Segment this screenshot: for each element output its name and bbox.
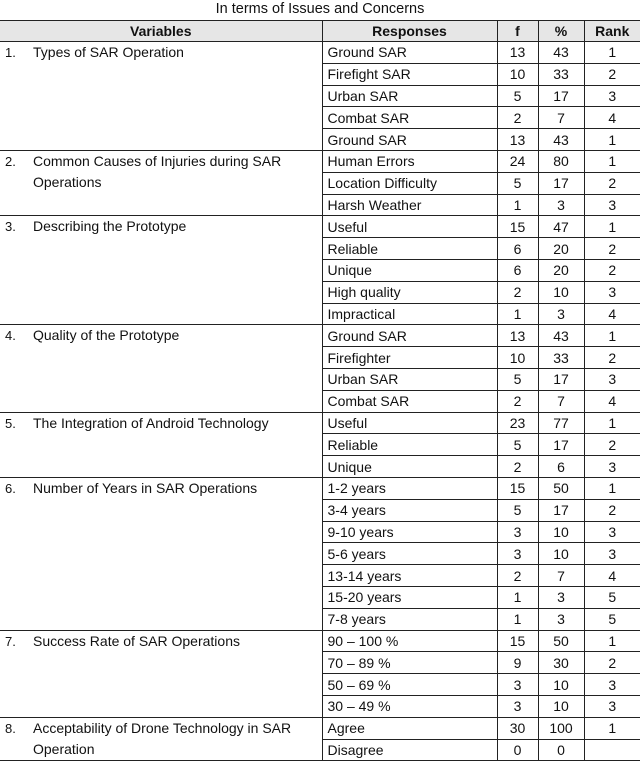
response-cell: Unique	[322, 259, 497, 281]
frequency-cell: 10	[497, 63, 538, 85]
percent-cell: 20	[538, 238, 584, 260]
response-cell: 70 – 89 %	[322, 652, 497, 674]
response-cell: 1-2 years	[322, 477, 497, 499]
table-row	[0, 412, 640, 434]
frequency-cell: 5	[497, 172, 538, 194]
variable-number: 2.	[5, 153, 16, 169]
response-cell: 50 – 69 %	[322, 674, 497, 696]
response-cell: Harsh Weather	[322, 194, 497, 216]
table-row	[0, 630, 640, 652]
frequency-cell: 6	[497, 238, 538, 260]
rank-cell: 1	[584, 477, 640, 499]
frequency-cell: 15	[497, 477, 538, 499]
frequency-cell: 5	[497, 434, 538, 456]
response-cell: Ground SAR	[322, 129, 497, 151]
percent-cell: 6	[538, 456, 584, 478]
response-cell: 5-6 years	[322, 543, 497, 565]
response-cell: Ground SAR	[322, 42, 497, 64]
table-row	[0, 42, 640, 64]
rank-cell: 1	[584, 129, 640, 151]
response-cell: Impractical	[322, 303, 497, 325]
percent-cell: 43	[538, 129, 584, 151]
frequency-cell: 5	[497, 85, 538, 107]
percent-cell: 10	[538, 674, 584, 696]
percent-cell: 3	[538, 194, 584, 216]
variable-cell	[0, 150, 322, 215]
percent-cell: 43	[538, 42, 584, 64]
frequency-cell: 13	[497, 42, 538, 64]
response-cell: Useful	[322, 216, 497, 238]
variable-number: 3.	[5, 219, 16, 235]
header-rank: Rank	[584, 21, 640, 42]
rank-cell: 5	[584, 608, 640, 630]
response-cell: High quality	[322, 281, 497, 303]
rank-cell: 2	[584, 652, 640, 674]
variable-number: 8.	[5, 720, 16, 736]
frequency-cell: 1	[497, 303, 538, 325]
response-cell: Urban SAR	[322, 368, 497, 390]
variable-label: The Integration of Android Technology	[33, 414, 269, 431]
response-cell: Human Errors	[322, 150, 497, 172]
frequency-cell: 5	[497, 499, 538, 521]
table-row	[0, 717, 640, 739]
frequency-cell: 5	[497, 368, 538, 390]
table-row	[0, 216, 640, 238]
rank-cell: 5	[584, 586, 640, 608]
rank-cell: 4	[584, 565, 640, 587]
percent-cell: 17	[538, 434, 584, 456]
variable-label: Describing the Prototype	[33, 218, 187, 235]
percent-cell: 10	[538, 521, 584, 543]
rank-cell: 1	[584, 630, 640, 652]
header-percent: %	[538, 21, 584, 42]
table-row	[0, 325, 640, 347]
response-cell: Useful	[322, 412, 497, 434]
rank-cell: 1	[584, 717, 640, 739]
rank-cell: 3	[584, 368, 640, 390]
variable-cell	[0, 717, 322, 761]
frequency-cell: 15	[497, 630, 538, 652]
frequency-cell: 23	[497, 412, 538, 434]
percent-cell: 17	[538, 499, 584, 521]
rank-cell: 4	[584, 107, 640, 129]
response-cell: Reliable	[322, 238, 497, 260]
rank-cell: 3	[584, 674, 640, 696]
variable-label: Types of SAR Operation	[33, 44, 184, 60]
response-cell: Unique	[322, 456, 497, 478]
header-variables: Variables	[0, 21, 322, 42]
percent-cell: 100	[538, 717, 584, 739]
frequency-cell: 2	[497, 565, 538, 587]
rank-cell: 4	[584, 303, 640, 325]
percent-cell: 33	[538, 63, 584, 85]
percent-cell: 0	[538, 739, 584, 761]
frequency-cell: 6	[497, 259, 538, 281]
rank-cell: 2	[584, 63, 640, 85]
results-table	[0, 20, 640, 761]
frequency-cell: 3	[497, 521, 538, 543]
frequency-cell: 13	[497, 129, 538, 151]
percent-cell: 43	[538, 325, 584, 347]
frequency-cell: 3	[497, 695, 538, 717]
percent-cell: 7	[538, 565, 584, 587]
frequency-cell: 15	[497, 216, 538, 238]
rank-cell: 3	[584, 543, 640, 565]
response-cell: 13-14 years	[322, 565, 497, 587]
frequency-cell: 2	[497, 107, 538, 129]
percent-cell: 20	[538, 259, 584, 281]
variable-number: 1.	[5, 45, 16, 60]
response-cell: Ground SAR	[322, 325, 497, 347]
response-cell: Urban SAR	[322, 85, 497, 107]
frequency-cell: 24	[497, 150, 538, 172]
variable-cell	[0, 42, 322, 151]
rank-cell: 2	[584, 434, 640, 456]
header-row	[0, 21, 640, 42]
frequency-cell: 2	[497, 390, 538, 412]
variable-number: 5.	[5, 415, 16, 431]
frequency-cell: 0	[497, 739, 538, 761]
rank-cell: 1	[584, 216, 640, 238]
response-cell: Combat SAR	[322, 390, 497, 412]
rank-cell	[584, 739, 640, 761]
rank-cell: 4	[584, 390, 640, 412]
percent-cell: 80	[538, 150, 584, 172]
frequency-cell: 1	[497, 194, 538, 216]
response-cell: 90 – 100 %	[322, 630, 497, 652]
frequency-cell: 10	[497, 347, 538, 369]
header-f: f	[497, 21, 538, 42]
rank-cell: 1	[584, 325, 640, 347]
variable-cell	[0, 477, 322, 630]
frequency-cell: 2	[497, 456, 538, 478]
variable-number: 6.	[5, 480, 16, 496]
frequency-cell: 2	[497, 281, 538, 303]
frequency-cell: 3	[497, 674, 538, 696]
table-title: In terms of Issues and Concerns	[215, 1, 425, 17]
percent-cell: 47	[538, 216, 584, 238]
percent-cell: 30	[538, 652, 584, 674]
response-cell: 7-8 years	[322, 608, 497, 630]
percent-cell: 3	[538, 608, 584, 630]
variable-label: Quality of the Prototype	[33, 327, 180, 344]
variable-number: 4.	[5, 328, 16, 344]
frequency-cell: 9	[497, 652, 538, 674]
percent-cell: 10	[538, 281, 584, 303]
percent-cell: 3	[538, 586, 584, 608]
variable-cell	[0, 216, 322, 325]
percent-cell: 33	[538, 347, 584, 369]
variable-cell	[0, 630, 322, 717]
variable-cell	[0, 325, 322, 412]
variable-cell	[0, 412, 322, 477]
variable-number: 7.	[5, 633, 16, 649]
response-cell: Combat SAR	[322, 107, 497, 129]
percent-cell: 17	[538, 85, 584, 107]
rank-cell: 2	[584, 172, 640, 194]
response-cell: Firefighter	[322, 347, 497, 369]
frequency-cell: 3	[497, 543, 538, 565]
rank-cell: 2	[584, 238, 640, 260]
response-cell: Disagree	[322, 739, 497, 761]
variable-label: Common Causes of Injuries during SAR Operations	[33, 152, 282, 190]
rank-cell: 1	[584, 150, 640, 172]
percent-cell: 3	[538, 303, 584, 325]
response-cell: Agree	[322, 717, 497, 739]
rank-cell: 2	[584, 347, 640, 369]
rank-cell: 3	[584, 695, 640, 717]
variable-label: Acceptability of Drone Technology in SAR Operation	[33, 719, 292, 757]
rank-cell: 1	[584, 412, 640, 434]
rank-cell: 3	[584, 521, 640, 543]
response-cell: 3-4 years	[322, 499, 497, 521]
percent-cell: 77	[538, 412, 584, 434]
table-row	[0, 477, 640, 499]
variable-label: Success Rate of SAR Operations	[33, 632, 240, 649]
percent-cell: 7	[538, 107, 584, 129]
header-responses: Responses	[322, 21, 497, 42]
rank-cell: 3	[584, 85, 640, 107]
percent-cell: 50	[538, 630, 584, 652]
percent-cell: 17	[538, 172, 584, 194]
frequency-cell: 1	[497, 608, 538, 630]
table-row	[0, 150, 640, 172]
frequency-cell: 1	[497, 586, 538, 608]
rank-cell: 1	[584, 42, 640, 64]
rank-cell: 2	[584, 259, 640, 281]
percent-cell: 50	[538, 477, 584, 499]
percent-cell: 10	[538, 543, 584, 565]
rank-cell: 3	[584, 281, 640, 303]
rank-cell: 3	[584, 194, 640, 216]
rank-cell: 3	[584, 456, 640, 478]
percent-cell: 17	[538, 368, 584, 390]
rank-cell: 2	[584, 499, 640, 521]
response-cell: 15-20 years	[322, 586, 497, 608]
frequency-cell: 13	[497, 325, 538, 347]
percent-cell: 7	[538, 390, 584, 412]
response-cell: Firefight SAR	[322, 63, 497, 85]
response-cell: 9-10 years	[322, 521, 497, 543]
response-cell: Location Difficulty	[322, 172, 497, 194]
variable-label: Number of Years in SAR Operations	[33, 479, 258, 496]
response-cell: Reliable	[322, 434, 497, 456]
percent-cell: 10	[538, 695, 584, 717]
frequency-cell: 30	[497, 717, 538, 739]
response-cell: 30 – 49 %	[322, 695, 497, 717]
